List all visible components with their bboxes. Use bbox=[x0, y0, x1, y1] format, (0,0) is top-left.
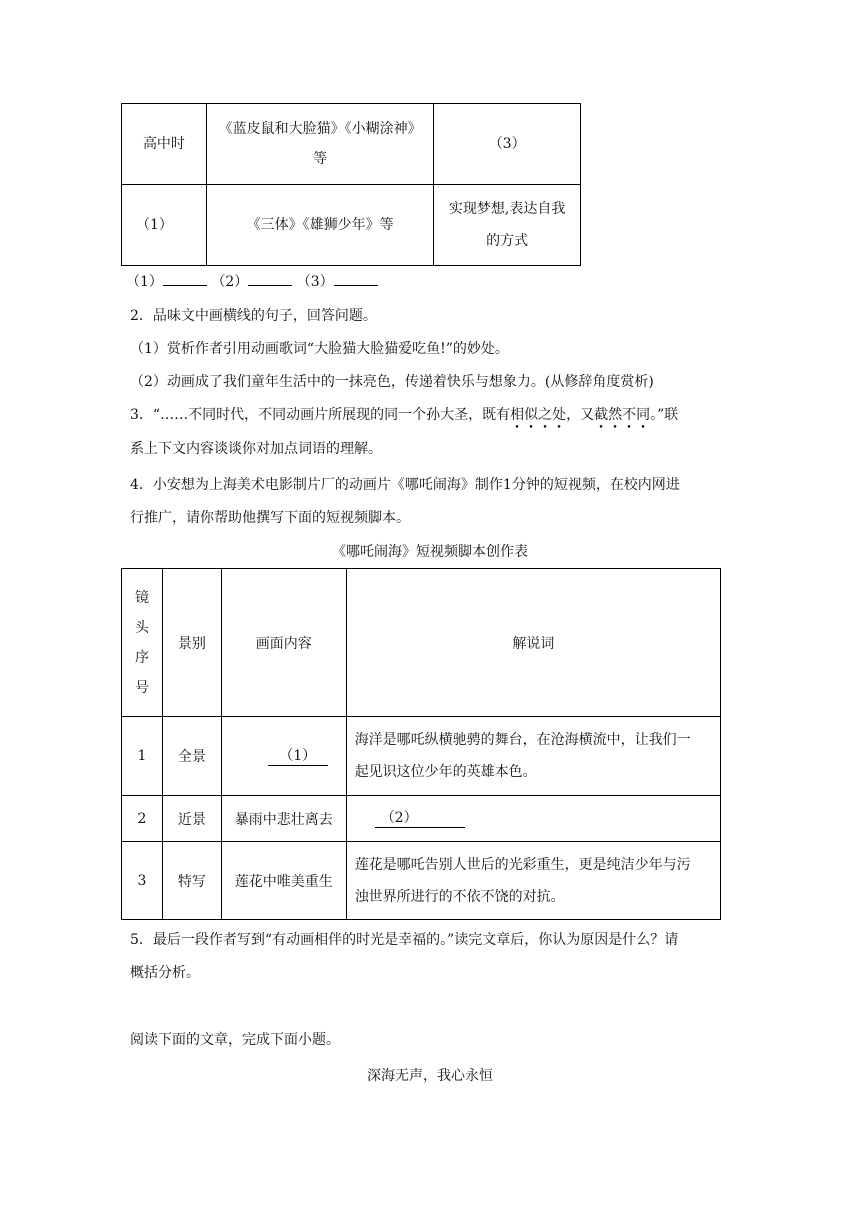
answer-blank[interactable] bbox=[334, 273, 378, 286]
question-2-sub2: （2）动画成了我们童年生活中的一抹亮色，传递着快乐与想象力。(从修辞角度赏析) bbox=[130, 374, 654, 390]
emphasis-char: 然 bbox=[608, 407, 623, 423]
table-row bbox=[122, 842, 721, 920]
emphasis-char: 处 bbox=[552, 407, 567, 423]
table-row bbox=[122, 717, 721, 796]
cell-text: 起见识这位少年的英雄本色。 bbox=[354, 764, 537, 780]
header-text: 画面内容 bbox=[255, 635, 312, 652]
blank-label: （3） bbox=[296, 274, 334, 290]
table-cell bbox=[162, 842, 221, 920]
blank-label: （2） bbox=[211, 274, 249, 290]
cell-text: 近景 bbox=[177, 811, 206, 828]
table-cell bbox=[434, 185, 581, 266]
cell-text: 暴雨中悲壮离去 bbox=[234, 811, 333, 828]
cell-text: 莲花是哪吒告别人世后的光彩重生，更是纯洁少年与污 bbox=[354, 856, 691, 873]
question-3-line2: 系上下文内容谈谈你对加点词语的理解。 bbox=[130, 441, 382, 457]
blank-label: （1） bbox=[126, 274, 163, 290]
table-cell bbox=[206, 104, 433, 185]
table-cell bbox=[221, 717, 346, 796]
table-header-row bbox=[122, 569, 721, 717]
emphasis-char: 似 bbox=[524, 407, 539, 423]
table-row bbox=[122, 104, 581, 185]
question-3-line1 bbox=[130, 405, 678, 425]
emphasis-char: 相 bbox=[510, 407, 525, 423]
emphasis-char: 截 bbox=[594, 407, 609, 423]
table-cell bbox=[346, 796, 720, 842]
answer-blank[interactable]: （2） bbox=[375, 809, 465, 828]
question-5-line2: 概括分析。 bbox=[130, 965, 200, 981]
cell-text: 等 bbox=[313, 151, 328, 167]
cell-text: 《蓝皮鼠和大脸猫》《小糊涂神》 bbox=[218, 121, 422, 137]
cell-text: 《三体》《雄狮少年》等 bbox=[246, 217, 394, 233]
question-2-stem: 2．品味文中画横线的句子，回答问题。 bbox=[130, 308, 377, 324]
question-5-line1: 5．最后一段作者写到“有动画相伴的时光是幸福的。”读完文章后，你认为原因是什么？请 bbox=[130, 932, 679, 948]
cell-text: （1） bbox=[136, 217, 173, 233]
table-cell bbox=[122, 796, 163, 842]
table-cell bbox=[122, 717, 163, 796]
cell-text: 3 bbox=[137, 872, 147, 889]
table-cell bbox=[221, 796, 346, 842]
q3-text: ，又 bbox=[566, 407, 595, 423]
emphasis-char: 同 bbox=[636, 407, 651, 423]
cell-text: 特写 bbox=[177, 873, 206, 890]
reading-intro: 阅读下面的文章，完成下面小题。 bbox=[130, 1032, 340, 1048]
question-4-line1: 4．小安想为上海美术电影制片厂的动画片《哪吒闹海》制作1分钟的短视频，在校内网进 bbox=[130, 477, 680, 493]
table-cell bbox=[162, 796, 221, 842]
question-4-line2: 行推广，请你帮助他撰写下面的短视频脚本。 bbox=[130, 510, 410, 526]
emphasis-char: 不 bbox=[622, 407, 637, 423]
question-2-sub1: （1）赏析作者引用动画歌词“大脸猫大脸猫爱吃鱼!”的妙处。 bbox=[130, 341, 509, 357]
answer-blank[interactable] bbox=[248, 273, 292, 286]
emphasized-phrase bbox=[594, 407, 650, 423]
cell-text: 浊世界所进行的不依不饶的对抗。 bbox=[354, 888, 565, 905]
reading-title: 深海无声，我心永恒 bbox=[367, 1068, 493, 1084]
answer-blank[interactable]: （1） bbox=[268, 747, 328, 766]
table-caption: 《哪吒闹海》短视频脚本创作表 bbox=[332, 544, 528, 560]
table-cell bbox=[434, 104, 581, 185]
cell-text: 2 bbox=[137, 810, 147, 827]
cell-text: 全景 bbox=[177, 749, 206, 765]
cell-text: 莲花中唯美重生 bbox=[234, 873, 333, 890]
cell-text: 1 bbox=[137, 748, 147, 764]
table-script bbox=[121, 568, 721, 920]
emphasis-char: 之 bbox=[538, 407, 553, 423]
table-cell bbox=[162, 717, 221, 796]
header-cell bbox=[346, 569, 720, 717]
header-cell bbox=[162, 569, 221, 717]
cell-text: 海洋是哪吒纵横驰骋的舞台，在沧海横流中，让我们一 bbox=[354, 732, 691, 748]
table-cell bbox=[122, 104, 207, 185]
cell-text: 实现梦想,表达自我 bbox=[448, 201, 566, 217]
q3-text: 。”联 bbox=[650, 407, 679, 423]
table-cell bbox=[122, 185, 207, 266]
table-row bbox=[122, 796, 721, 842]
emphasized-phrase bbox=[510, 407, 566, 423]
cell-text: （3） bbox=[488, 136, 526, 152]
header-cell bbox=[122, 569, 163, 717]
header-cell bbox=[221, 569, 346, 717]
table-cell bbox=[206, 185, 433, 266]
header-text: 镜头序号 bbox=[134, 589, 149, 696]
cell-text: 高中时 bbox=[142, 136, 185, 152]
table-cell bbox=[122, 842, 163, 920]
table-cell bbox=[346, 717, 720, 796]
table-cell bbox=[346, 842, 720, 920]
cell-text: 的方式 bbox=[486, 233, 529, 249]
table-timeline bbox=[121, 103, 581, 266]
answer-blank[interactable] bbox=[163, 273, 207, 286]
header-text: 解说词 bbox=[512, 635, 555, 652]
table-row bbox=[122, 185, 581, 266]
answer-line bbox=[126, 272, 378, 292]
header-text: 景别 bbox=[177, 635, 206, 652]
q3-text: 3．“……不同时代，不同动画片所展现的同一个孙大圣，既有 bbox=[130, 407, 511, 423]
table-cell bbox=[221, 842, 346, 920]
